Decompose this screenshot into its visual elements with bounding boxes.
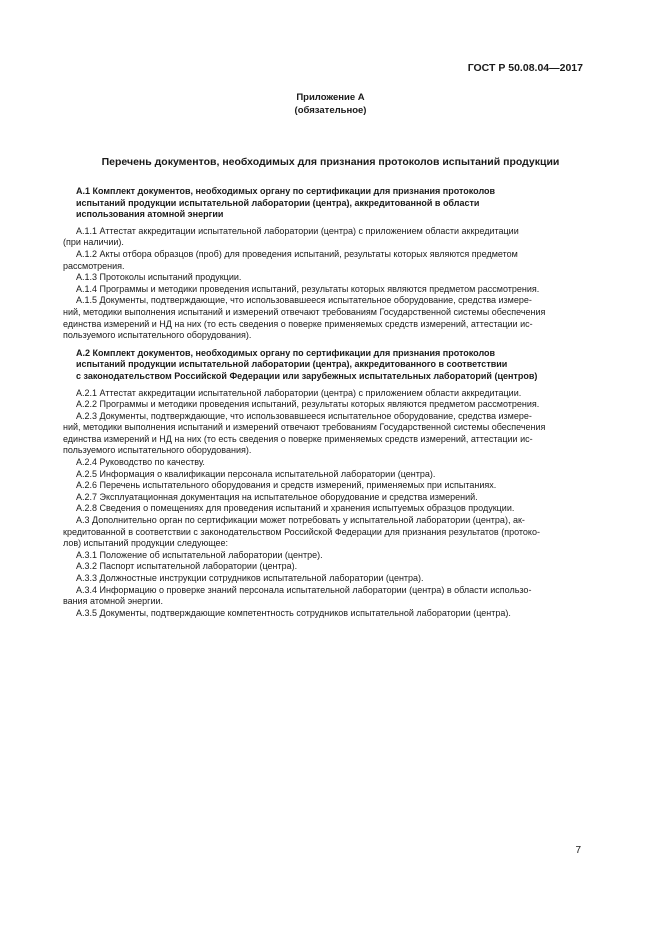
paragraph-line: А.1.2 Акты отбора образцов (проб) для проведения испытаний, результаты которых являются предметом bbox=[76, 248, 518, 259]
paragraph bbox=[76, 480, 584, 492]
section-heading bbox=[76, 348, 584, 383]
paragraph bbox=[76, 388, 584, 400]
paragraph-line: рассмотрения. bbox=[63, 260, 125, 271]
paragraph-line: А.3.3 Должностные инструкции сотрудников испытательной лаборатории (центра). bbox=[76, 573, 424, 583]
paragraph bbox=[63, 295, 584, 341]
paragraph bbox=[63, 248, 584, 272]
paragraph bbox=[63, 410, 584, 457]
main-title: Перечень документов, необходимых для признания протоколов испытаний продукции bbox=[101, 156, 560, 168]
paragraph-line: А.1.4 Программы и методики проведения испытаний, результаты которых являются предметом рассмотрения. bbox=[76, 283, 540, 294]
paragraph-line: вания атомной энергии. bbox=[63, 596, 163, 607]
paragraph bbox=[76, 561, 584, 573]
paragraph-line: кредитованной в соответствии с законодательством Российской Федерации для признания результатов (протоко- bbox=[63, 526, 540, 537]
paragraph-line: А.3 Дополнительно орган по сертификации может потребовать у испытательной лаборатории (центра), ак- bbox=[76, 515, 525, 526]
paragraph-line: А.3.4 Информацию о проверке знаний персонала испытательной лаборатории (центра) в области использо- bbox=[76, 584, 532, 595]
section-heading-line: использования атомной энергии bbox=[76, 209, 224, 220]
appendix-subtitle: (обязательное) bbox=[294, 105, 367, 116]
paragraph-line: А.2.6 Перечень испытательного оборудования и средств измерений, применяемых при испытаниях. bbox=[76, 480, 497, 491]
document-code: ГОСТ Р 50.08.04—2017 bbox=[467, 62, 583, 74]
section-heading bbox=[76, 186, 584, 221]
paragraph-line: А.2.3 Документы, подтверждающие, что использовавшееся испытательное оборудование, средства измере- bbox=[76, 410, 532, 421]
paragraph-line: А.3.1 Положение об испытательной лаборатории (центре). bbox=[76, 549, 323, 560]
document-content bbox=[63, 186, 584, 619]
paragraph-line: А.3.2 Паспорт испытательной лаборатории (центра). bbox=[76, 561, 298, 572]
paragraph-line: единства измерений и НД на них (то есть сведения о поверке применяемых средств измерений, аттестации ис- bbox=[63, 433, 533, 444]
paragraph-line: А.1.1 Аттестат аккредитации испытательной лаборатории (центра) с приложением области аккредитации bbox=[76, 225, 519, 236]
page-number: 7 bbox=[575, 845, 581, 856]
paragraph-line: ний, методики выполнения испытаний и измерений отвечают требованиям Государственной системы обеспечения bbox=[63, 306, 546, 317]
paragraph-line: пользуемого испытательного оборудования). bbox=[63, 445, 252, 456]
paragraph bbox=[76, 469, 584, 481]
paragraph-line: лов) испытаний продукции следующее: bbox=[63, 538, 229, 549]
section-heading-line: А.1 Комплект документов, необходимых органу по сертификации для признания протоколов bbox=[76, 186, 496, 196]
paragraph bbox=[63, 584, 584, 608]
paragraph-line: А.2.7 Эксплуатационная документация на испытательное оборудование и средства измерений. bbox=[76, 491, 478, 502]
section-heading-line: испытаний продукции испытательной лаборатории (центра), аккредитованного в соответствии bbox=[76, 359, 508, 370]
paragraph-line: А.2.5 Информация о квалификации персонала испытательной лаборатории (центра). bbox=[76, 468, 436, 479]
paragraph-line: А.2.8 Сведения о помещениях для проведения испытаний и хранения испытуемых образцов продукции. bbox=[76, 503, 515, 514]
paragraph-line: А.3.5 Документы, подтверждающие компетентность сотрудников испытательной лаборатории (центра). bbox=[76, 607, 511, 618]
paragraph-line: А.2.4 Руководство по качеству. bbox=[76, 457, 205, 468]
paragraph bbox=[76, 399, 584, 411]
paragraph-line: пользуемого испытательного оборудования). bbox=[63, 330, 252, 341]
paragraph bbox=[76, 573, 584, 585]
paragraph bbox=[76, 272, 584, 284]
section-heading-line: А.2 Комплект документов, необходимых органу по сертификации для признания протоколов bbox=[76, 347, 496, 358]
paragraph-line: единства измерений и НД на них (то есть сведения о поверке применяемых средств измерений, аттестации ис- bbox=[63, 318, 533, 329]
appendix-title: Приложение А bbox=[296, 92, 365, 103]
section-heading-line: с законодательством Российской Федерации или зарубежных испытательных лабораторий (центров) bbox=[76, 370, 538, 381]
paragraph-line: А.1.3 Протоколы испытаний продукции. bbox=[76, 272, 242, 283]
paragraph bbox=[76, 284, 584, 296]
paragraph-line: А.1.5 Документы, подтверждающие, что использовавшееся испытательное оборудование, средства измере- bbox=[76, 295, 532, 306]
paragraph bbox=[76, 457, 584, 469]
paragraph bbox=[76, 492, 584, 504]
paragraph-line: А.2.2 Программы и методики проведения испытаний, результаты которых являются предметом рассмотрения. bbox=[76, 399, 540, 410]
paragraph bbox=[76, 503, 584, 515]
paragraph-line: А.2.1 Аттестат аккредитации испытательной лаборатории (центра) с приложением области аккредитации. bbox=[76, 387, 522, 398]
section-heading-line: испытаний продукции испытательной лаборатории (центра), аккредитованной в области bbox=[76, 197, 480, 208]
paragraph bbox=[63, 515, 584, 550]
appendix-header bbox=[0, 91, 661, 117]
paragraph-line: ний, методики выполнения испытаний и измерений отвечают требованиям Государственной системы обеспечения bbox=[63, 422, 546, 433]
paragraph-line: (при наличии). bbox=[63, 237, 124, 248]
paragraph bbox=[63, 225, 584, 249]
paragraph bbox=[76, 550, 584, 562]
paragraph bbox=[76, 608, 584, 620]
